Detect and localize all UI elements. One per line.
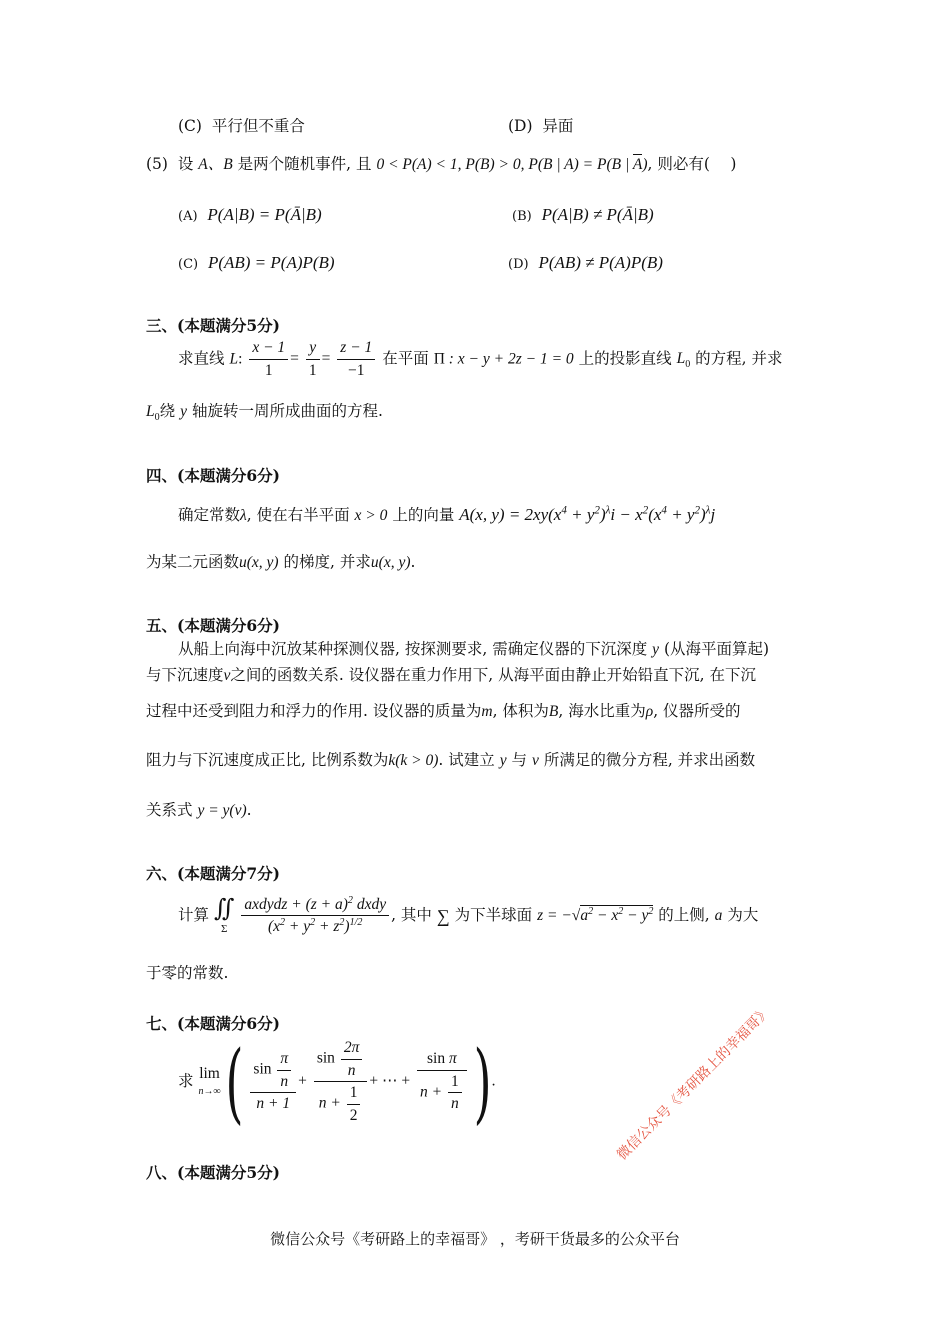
watermark-stamp: 微信公众号《考研路上的幸福哥》: [614, 1003, 774, 1164]
section-7-expression: 求 lim n→∞ ( sin $\frac{\pi}{n}$ n + 1 + sin $\frac{2\pi}{n}$ n + $\frac{1}{2}$ + ⋯ + sin π n + $\frac{1}{n}$ ).: [178, 1030, 496, 1133]
section-4-line1: 确定常数λ, 使在右半平面 x > 0 上的向量 A(x, $y) = 2xy(x^4 + y^2)^\lambda i - x^2(x^4 + y^2)^\lambda j$: [178, 504, 716, 524]
section-5-line1: 从船上向海中沉放某种探测仪器, 按探测要求, 需确定仪器的下沉深度 y (从海平面算起): [178, 640, 770, 658]
section-3-line2: $L_0$绕 y 轴旋转一周所成曲面的方程.: [146, 402, 383, 424]
q5-option-c: (C) P(AB) = P(A)P(B): [178, 253, 335, 272]
page-footer: 微信公众号《考研路上的幸福哥》 ，考研干货最多的公众平台: [270, 1230, 680, 1248]
section-8-heading: 八、(本题满分5分): [146, 1163, 280, 1182]
section-7-heading: 七、(本题满分6分): [146, 1014, 280, 1033]
section-3-heading: 三、(本题满分5分): [146, 316, 280, 335]
section-5-line5: 关系式 y = y(v).: [146, 801, 252, 819]
q5-stem: (5) 设 A、B 是两个随机事件, 且 0 < P(A) < 1, P(B) > 0, P(B | A) = P(B | A), 则必有( ): [146, 155, 737, 173]
section-5-line4: 阻力与下沉速度成正比, 比例系数为k(k > 0). 试建立 y 与 v 所满足的微分方程, 并求出函数: [146, 751, 756, 769]
section-6-heading: 六、(本题满分7分): [146, 864, 280, 883]
section-6-line2: 于零的常数.: [146, 964, 229, 982]
section-4-heading: 四、(本题满分6分): [146, 466, 280, 485]
q4-option-c: (C) 平行但不重合: [178, 117, 305, 135]
section-5-line2: 与下沉速度v之间的函数关系. 设仪器在重力作用下, 从海平面由静止开始铅直下沉, 在下沉: [146, 666, 756, 684]
section-5-line3: 过程中还受到阻力和浮力的作用. 设仪器的质量为m, 体积为B, 海水比重为ρ, 仪器所受的: [146, 702, 741, 720]
section-3-line1: 求直线 L: $\frac{x - 1}{1}$ = $\frac{y}{1}$ = $\frac{z - 1}{-1}$ 在平面 Π : x − y + 2z − 1 = 0 上的投影直线 $L_0$ 的方程, 并求: [178, 339, 783, 379]
q5-condition: 0 < P(A) < 1, P(B) > 0, P(B | A) = P(B | A): [376, 156, 648, 173]
section-4-line2: 为某二元函数u(x, y) 的梯度, 并求u(x, y).: [146, 553, 416, 571]
q5-option-d: (D) P(AB) ≠ P(A)P(B): [508, 253, 663, 272]
q5-option-a: (A) P(A|B) = P(Ā|B): [178, 205, 322, 224]
q4-option-d: (D) 异面: [508, 117, 574, 135]
section-5-heading: 五、(本题满分6分): [146, 616, 280, 635]
section-6-line1: 计算 ∬ Σ $\frac{axdydz + (z + a)^2 dxdy}{(x^2 + y^2 + z^2)^{1/2}}$ , 其中 ∑ 为下半球面 $z = -√a^2 - x^2 - y^2$ 的上侧, a 为大: [178, 894, 759, 936]
q5-option-b: (B) P(A|B) ≠ P(Ā|B): [512, 205, 654, 224]
